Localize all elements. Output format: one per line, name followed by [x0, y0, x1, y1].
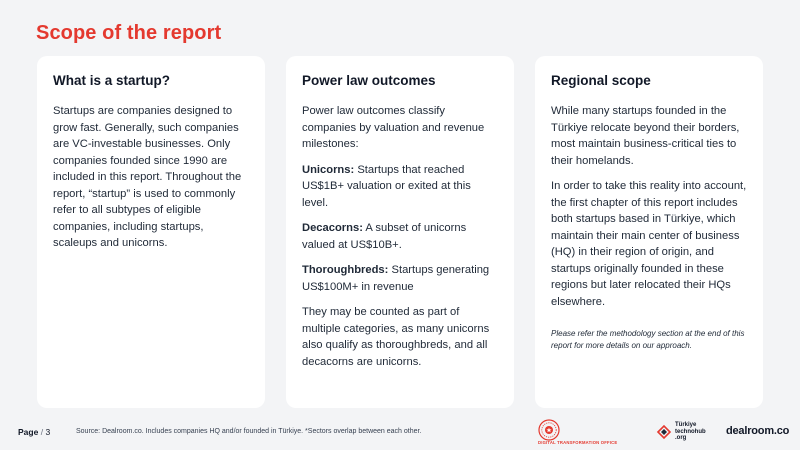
dto-logo-text: DIGITAL TRANSFORMATION OFFICE: [538, 440, 618, 445]
term-decacorns: Decacorns:: [302, 222, 363, 234]
methodology-note: Please refer the methodology section at the end of this report for more details on our approach.: [551, 329, 745, 350]
definition-text: Startups generating US$100M+ in revenue: [302, 264, 490, 293]
term-unicorns: Unicorns:: [302, 163, 355, 176]
card-paragraph: In order to take this reality into account, the first chapter of this report includes both startups based in Türkiye, which maintain their main center of business (HQ) in their region of origin, and startups originally founded in these regions but later relocated their HQs elsewhere.: [551, 180, 747, 308]
card-heading: Power law outcomes: [302, 73, 436, 88]
digital-transformation-office-logo: [534, 418, 650, 448]
definition-decacorns: [302, 220, 498, 253]
card-paragraph: Power law outcomes classify companies by valuation and revenue milestones:: [302, 105, 485, 150]
definition-thoroughbreds: [302, 262, 498, 295]
card-heading: Regional scope: [551, 73, 651, 88]
dealroom-logo: dealroom.co: [726, 425, 790, 437]
card-paragraph: While many startups founded in the Türkiye relocate beyond their borders, most maintain business-critical ties to their homelands.: [551, 105, 740, 167]
page-separator: /: [40, 427, 44, 437]
page-indicator: [18, 427, 50, 437]
turkiye-technohub-logo: [656, 420, 706, 446]
technohub-mark-icon: [656, 424, 672, 440]
technohub-line: technohub: [675, 428, 706, 435]
card-regional-scope: [535, 56, 763, 408]
term-thoroughbreds: Thoroughbreds:: [302, 264, 389, 276]
card-paragraph: Startups are companies designed to grow fast. Generally, such companies are VC-investable businesses. Only companies founded since 1990 are included in this report. Throughout the report, “startup” is used to commonly refer to all subtypes of eligible companies, including startups, scaleups and unicorns.: [53, 105, 242, 249]
technohub-line: Türkiye: [675, 422, 697, 428]
definition-unicorns: [302, 162, 498, 212]
page-number: 3: [45, 427, 51, 437]
footer: [0, 410, 800, 450]
source-note: Source: Dealroom.co. Includes companies HQ and/or founded in Türkiye. *Sectors overlap between each other.: [76, 428, 422, 435]
definition-text: Startups that reached US$1B+ valuation or exited at this level.: [302, 163, 471, 209]
card-heading: What is a startup?: [53, 73, 171, 88]
technohub-line: .org: [675, 435, 687, 441]
definition-text: A subset of unicorns valued at US$10B+.: [302, 222, 467, 251]
technohub-logo-text: [675, 422, 706, 442]
card-power-law: [286, 56, 514, 408]
page-label: Page: [18, 427, 39, 437]
page-title: Scope of the report: [36, 22, 222, 44]
card-paragraph: They may be counted as part of multiple categories, as many unicorns also qualify as thoroughbreds, and all decacorns are unicorns.: [302, 306, 490, 368]
card-what-is-startup: [37, 56, 265, 408]
